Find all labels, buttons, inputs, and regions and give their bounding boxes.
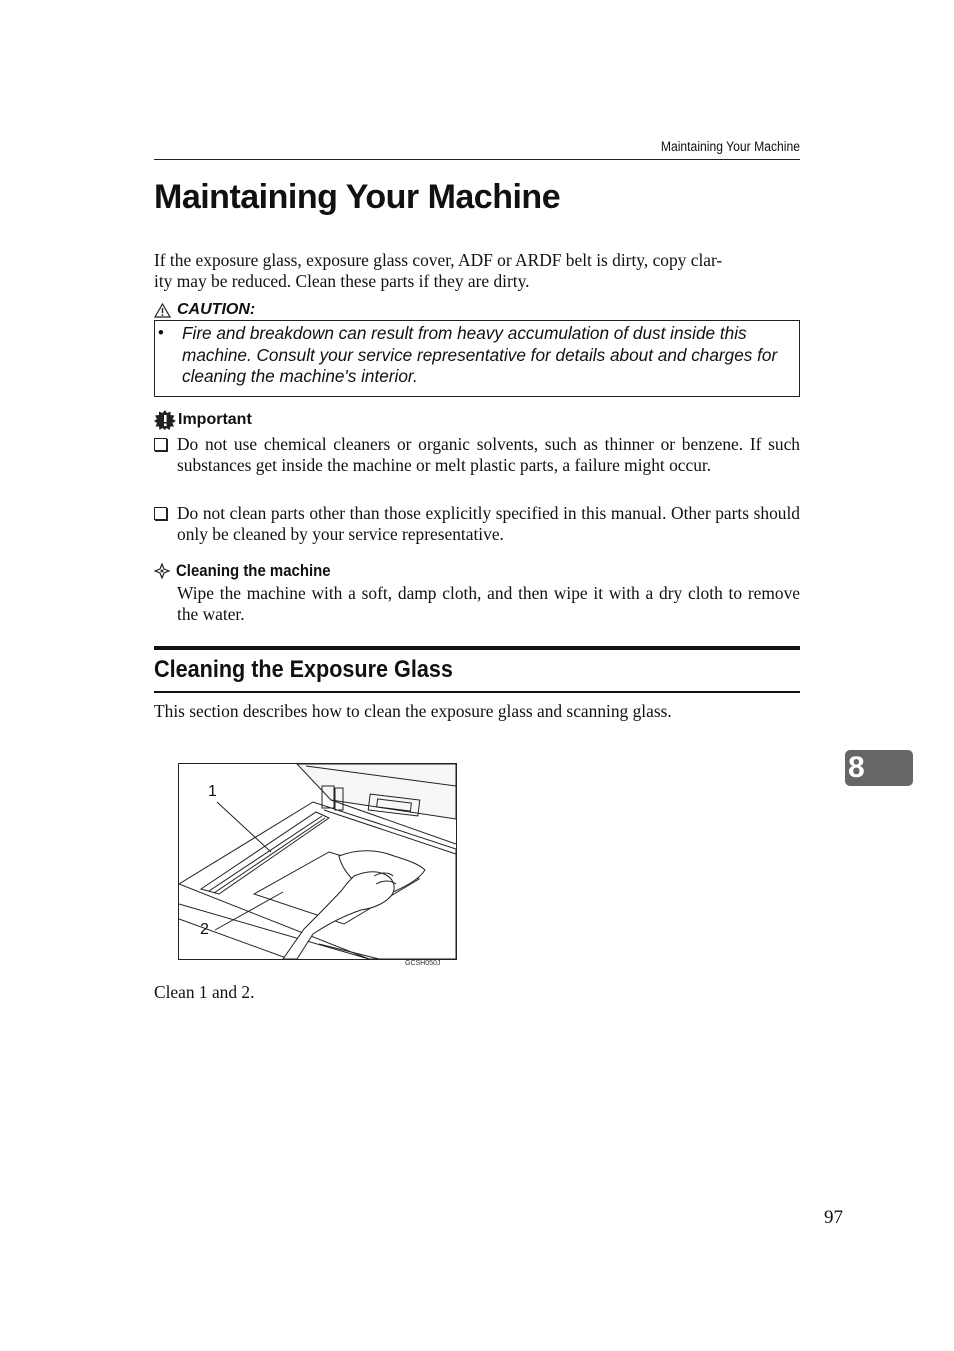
cleaning-machine-heading [154,561,352,581]
header-rule [154,159,800,160]
warning-triangle-icon [154,303,171,318]
intro-line-2: ity may be reduced. Clean these parts if they are dirty. [154,271,530,291]
important-heading [154,410,252,430]
important-item-text: Do not use chemical cleaners or organic solvents, such as thinner or benzene. If such substances get inside the machine or melt plastic parts, a failure might occur. [177,434,800,475]
section-title: Cleaning the Exposure Glass [154,656,453,683]
diamond-bullet-icon [154,563,170,579]
scanner-cleaning-drawing [179,764,456,959]
exposure-glass-illustration [178,763,457,960]
chapter-number: 8 [848,751,865,784]
section-intro: This section describes how to clean the exposure glass and scanning glass. [154,701,672,721]
figure-caption: Clean 1 and 2. [154,982,255,1002]
important-label: Important [178,411,252,428]
page-number: 97 [824,1207,843,1228]
page-title: Maintaining Your Machine [154,178,561,216]
checkbox-bullet-icon [154,438,167,451]
cleaning-machine-text: Wipe the machine with a soft, damp cloth, and then wipe it with a dry cloth to remove the water. [177,583,800,624]
section-rule-bottom [154,691,800,693]
section-rule-top [154,646,800,650]
caution-heading [154,301,255,319]
checkbox-bullet-icon [154,507,167,520]
important-item-text: Do not clean parts other than those explicitly specified in this manual. Other parts should only be cleaned by your service representative. [177,503,800,544]
important-item [154,503,800,545]
figure-code: GCSH050J [405,960,441,967]
important-icon [154,410,176,430]
chapter-tab [845,750,913,786]
caution-bullet: • [158,324,164,342]
caution-label: CAUTION: [177,301,256,318]
callout-2: 2 [200,921,209,938]
intro-line-1: If the exposure glass, exposure glass cover, ADF or ARDF belt is dirty, copy clar- [154,250,723,270]
intro-paragraph [154,250,800,292]
important-item [154,434,800,476]
cleaning-machine-title: Cleaning the machine [176,561,331,580]
running-header: Maintaining Your Machine [660,139,800,154]
caution-text: Fire and breakdown can result from heavy accumulation of dust inside this machine. Consult your service representative for details about and charges for cleaning the machine's interior. [182,323,778,386]
callout-1: 1 [208,783,217,800]
